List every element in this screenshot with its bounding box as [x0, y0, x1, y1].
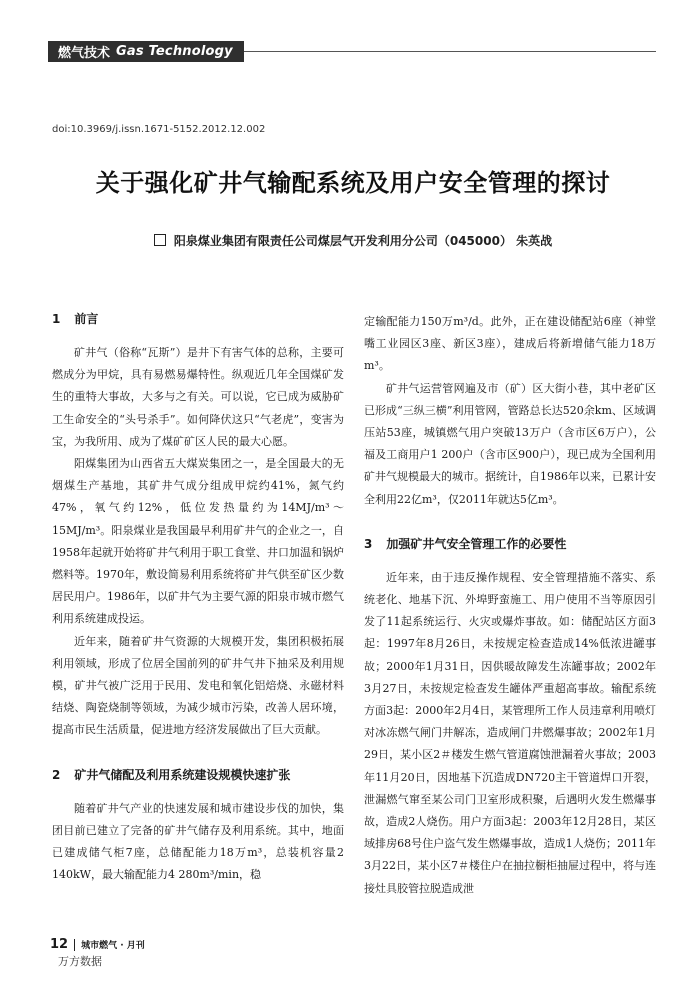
watermark: 万方数据 — [58, 955, 102, 968]
section-3-heading — [364, 533, 656, 555]
section-2-paragraph-2: 矿井气运营管网遍及市（矿）区大街小巷，其中老矿区已形成“三纵三横”利用管网，管路总长达520余km、区域调压站53座，城镇燃气用户突破13万户（含市区6万户），公福及工商用户1 200户（含市区900户），现已成为全国利用矿井气规模最大的城市。据统计，自1986年以来，已累计安全利用22亿m³，仅2011年就达5亿m³。 — [364, 381, 656, 506]
author-text: 阳泉煤业集团有限责任公司煤层气开发利用分公司（045000） 朱英战 — [173, 234, 553, 248]
section-label-cn: 燃气技术 — [58, 46, 111, 61]
section-1-number: 1 — [52, 312, 61, 326]
square-bullet-icon — [154, 234, 166, 246]
section-2-paragraph-1-continued: 定输配能力150万m³/d。此外，正在建设储配站6座（神堂嘴工业园区3座、新区3座），建成后将新增储气能力18万m³。 — [364, 315, 656, 373]
section-label-en: Gas Technology — [116, 44, 233, 59]
section-3-number: 3 — [364, 536, 373, 551]
article-title: 关于强化矿井气输配系统及用户安全管理的探讨 — [95, 168, 611, 197]
footer-divider — [74, 939, 75, 951]
section-1-heading — [52, 308, 344, 330]
section-1-title: 前言 — [74, 312, 99, 326]
left-column — [52, 308, 344, 886]
header-rule — [244, 51, 656, 52]
author-line — [48, 232, 658, 249]
section-2-title: 矿井气储配及利用系统建设规模快速扩张 — [74, 767, 291, 782]
right-column — [364, 311, 656, 900]
section-2-heading — [52, 764, 344, 786]
section-3-title: 加强矿井气安全管理工作的必要性 — [386, 536, 567, 551]
journal-name: 城市燃气 · 月刊 — [81, 941, 145, 951]
section-2-number: 2 — [52, 767, 61, 782]
doi: doi:10.3969/j.issn.1671-5152.2012.12.002 — [52, 124, 266, 135]
section-1-paragraph-2: 阳煤集团为山西省五大煤炭集团之一，是全国最大的无烟煤生产基地，其矿井气成分组成甲烷约41%，氮气约47%，氧气约12%，低位发热量约为14MJ/m³～15MJ/m³。阳泉煤业是我国最早利用矿井气的企业之一，自1958年起就开始将矿井气利用于职工食堂、井口加温和锅炉燃料等。1970年，敷设简易利用系统将矿井气供至矿区少数居民用户。1986年，以矿井气为主要气源的阳泉市城市燃气利用系统建成投运。 — [52, 457, 344, 626]
section-2-paragraph-1: 随着矿井气产业的快速发展和城市建设步伐的加快，集团目前已建立了完备的矿井气储存及利用系统。其中，地面已建成储气柜7座，总储配能力18万m³，总装机容量2 140kW，最大输配能力4 280m³/min，稳 — [52, 801, 344, 882]
section-1-paragraph-1: 矿井气（俗称“瓦斯”）是井下有害气体的总称，主要可燃成分为甲烷，具有易燃易爆特性。纵观近几年全国煤矿发生的重特大事故，大多与之有关。可以说，它已成为威胁矿工生命安全的“头号杀手”。如何降伏这只“气老虎”，变害为宝，为我所用、成为了煤矿矿区人民的最大心愿。 — [52, 346, 344, 448]
section-header — [48, 41, 244, 62]
page-number: 12 — [50, 937, 69, 952]
page-footer — [50, 937, 145, 952]
section-1-paragraph-3: 近年来，随着矿井气资源的大规模开发，集团积极拓展利用领域，形成了位居全国前列的矿井气井下抽采及利用规模，矿井气被广泛用于民用、发电和氧化铝焙烧、永磁材料结烧、陶瓷烧制等领域，为减少城市污染，改善人居环境，提高市民生活质量，促进地方经济发展做出了巨大贡献。 — [52, 634, 344, 737]
section-3-paragraph-1: 近年来，由于违反操作规程、安全管理措施不落实、系统老化、地基下沉、外埠野蛮施工、用户使用不当等原因引发了11起系统运行、火灾或爆炸事故。如：储配站区方面3起：1997年8月26日，未按规定检查造成14%低浓进罐事故；2000年1月31日，因供暖故障发生冻罐事故；2002年3月27日，未按规定检查发生罐体严重超高事故。输配系统方面3起：2000年2月4日，某管理所工作人员违章利用喷灯对冰冻燃气闸门井解冻，造成闸门井燃爆事故；2002年1月29日，某小区2＃楼发生燃气管道腐蚀泄漏着火事故；2003年11月20日，因地基下沉造成DN720主干管道焊口开裂，泄漏燃气窜至某公司门卫室形成积聚，后遇明火发生燃爆事故，造成2人烧伤。用户方面3起：2003年12月28日，某区域排房68号住户盗气发生燃爆事故，造成1人烧伤；2011年3月22日，某小区7＃楼住户在抽拉橱柜抽屉过程中，将与连接灶具胶管拉脱造成泄 — [364, 570, 656, 895]
